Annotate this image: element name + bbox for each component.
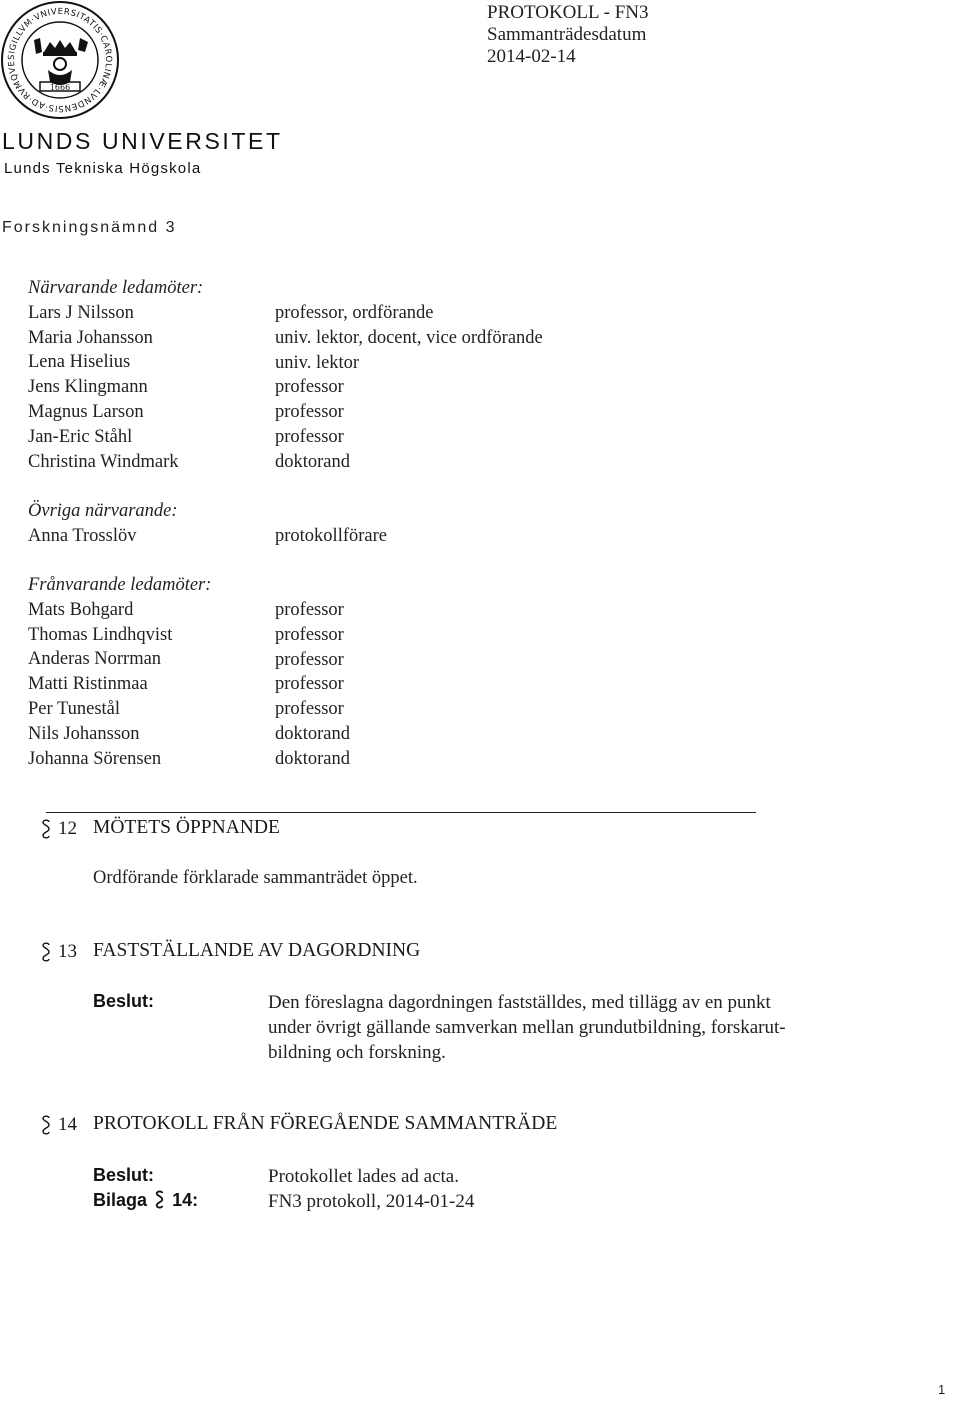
decision-line: Den föreslagna dagordningen fastställdes, med tillägg av en punkt xyxy=(268,992,771,1013)
member-name: Thomas Lindhqvist xyxy=(28,624,173,645)
section-title: MÖTETS ÖPPNANDE xyxy=(93,817,280,838)
paragraph-sign-icon xyxy=(154,1190,165,1209)
paragraph-sign-icon xyxy=(40,819,52,839)
section-title: FASTSTÄLLANDE AV DAGORDNING xyxy=(93,940,421,961)
section-number: 13 xyxy=(58,941,77,962)
member-role: professor, ordförande xyxy=(275,303,434,323)
section-number: 12 xyxy=(58,818,77,839)
paragraph-sign-icon xyxy=(40,942,52,962)
document-title: PROTOKOLL - FN3 xyxy=(487,2,649,23)
member-name: Anna Trosslöv xyxy=(28,525,137,546)
decision-text: Protokollet lades ad acta. xyxy=(268,1166,459,1187)
absent-roles-list xyxy=(275,598,350,772)
member-name: Per Tunestål xyxy=(28,698,121,719)
member-name: Magnus Larson xyxy=(28,401,144,422)
present-roles-list xyxy=(275,301,543,475)
svg-text:SIGILLVM·VNIVERSITATIS·CAROLIN: SIGILLVM·VNIVERSITATIS·CAROLINÆ·LVNDENSIS·AD·RVMQVE xyxy=(6,6,114,114)
university-seal-logo xyxy=(0,0,120,120)
attachment-label xyxy=(93,1190,198,1211)
attachment-label-prefix: Bilaga xyxy=(93,1190,148,1210)
member-role: professor xyxy=(275,426,344,447)
member-role: professor xyxy=(275,402,344,423)
absent-heading: Frånvarande ledamöter: xyxy=(28,575,212,595)
page-number: 1 xyxy=(938,1382,946,1397)
member-role: univ. lektor xyxy=(275,352,360,373)
member-role: professor xyxy=(275,624,344,645)
member-name: Maria Johansson xyxy=(28,327,153,348)
absent-names-list xyxy=(28,573,211,771)
member-role: univ. lektor, docent, vice ordförande xyxy=(275,327,543,348)
attachment-label-suffix: 14: xyxy=(172,1190,199,1210)
present-heading: Närvarande ledamöter: xyxy=(28,278,204,298)
others-heading: Övriga närvarande: xyxy=(28,501,178,521)
member-name: Jan-Eric Ståhl xyxy=(28,426,133,447)
section-number: 14 xyxy=(58,1114,77,1135)
svg-text:1666: 1666 xyxy=(49,83,71,92)
member-name: Matti Ristinmaa xyxy=(28,674,148,695)
decision-line: under övrigt gällande samverkan mellan grundutbildning, forskarut- xyxy=(268,1017,786,1038)
university-wordmark: LUNDS UNIVERSITET xyxy=(2,128,283,154)
member-role: doktorand xyxy=(275,748,351,769)
present-names-list xyxy=(28,276,203,474)
attachment-link[interactable]: FN3 protokoll, 2014-01-24 xyxy=(268,1191,475,1212)
member-name: Mats Bohgard xyxy=(28,599,134,620)
member-role: professor xyxy=(275,600,344,620)
section-divider xyxy=(46,812,756,813)
paragraph-sign-icon xyxy=(40,1115,52,1135)
others-names-list xyxy=(28,499,178,549)
decision-label: Beslut: xyxy=(93,1165,155,1185)
member-role: doktorand xyxy=(275,451,351,472)
member-name: Lena Hiselius xyxy=(28,352,131,373)
decision-label: Beslut: xyxy=(93,991,155,1011)
member-name: Jens Klingmann xyxy=(28,377,148,398)
section-title: PROTOKOLL FRÅN FÖREGÅENDE SAMMANTRÄDE xyxy=(93,1113,558,1134)
member-role: professor xyxy=(275,699,344,720)
decision-line: bildning och forskning. xyxy=(268,1042,446,1063)
member-name: Christina Windmark xyxy=(28,451,179,472)
section-text: Ordförande förklarade sammanträdet öppet. xyxy=(93,868,418,888)
date-label: Sammanträdesdatum xyxy=(487,24,647,45)
others-roles-list xyxy=(275,524,387,549)
document-header xyxy=(487,2,649,68)
faculty-name: Lunds Tekniska Högskola xyxy=(4,160,202,177)
member-role: protokollförare xyxy=(275,526,387,546)
decision-text xyxy=(268,990,786,1065)
member-role: professor xyxy=(275,649,344,670)
member-name: Johanna Sörensen xyxy=(28,748,162,769)
member-name: Anderas Norrman xyxy=(28,649,162,670)
member-name: Nils Johansson xyxy=(28,723,140,744)
member-role: professor xyxy=(275,674,344,695)
committee-name: Forskningsnämnd 3 xyxy=(2,219,177,236)
member-role: professor xyxy=(275,377,344,398)
member-role: doktorand xyxy=(275,723,351,744)
member-name: Lars J Nilsson xyxy=(28,302,134,323)
meeting-date: 2014-02-14 xyxy=(487,46,576,67)
